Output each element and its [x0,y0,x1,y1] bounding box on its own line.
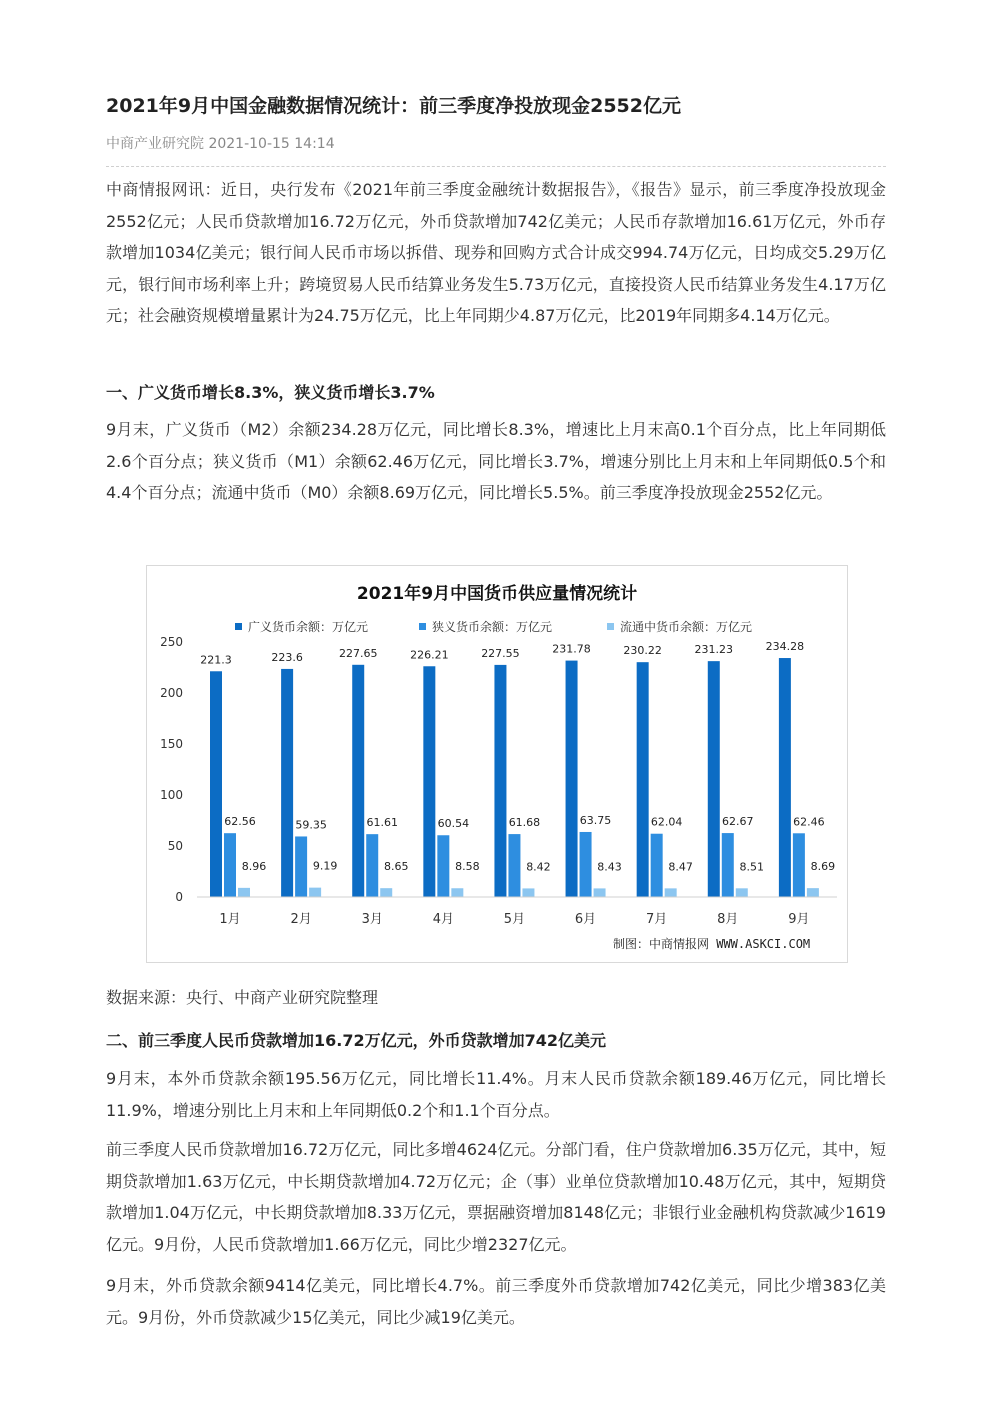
x-axis [197,897,837,927]
legend-swatch [235,623,242,630]
data-label: 61.68 [508,816,541,830]
data-source: 数据来源：央行、中商产业研究院整理 [106,988,379,1007]
x-tick-label: 3月 [361,912,383,927]
bar [437,835,449,897]
intro-paragraph: 中商情报网讯：近日，央行发布《2021年前三季度金融统计数据报告》，《报告》显示，前三季度净投放现金2552亿元；人民币贷款增加16.72万亿元，外币贷款增加742亿美元；人民币存款增加16.61万亿元，外币存款增加1034亿美元；银行间人民币市场以拆借、现券和回购方式合计成交994.74万亿元，日均成交5.29万亿元，银行间市场利率上升；跨境贸易人民币结算业务发生5.73万亿元，直接投资人民币结算业务发生4.17万亿元；社会融资规模增量累计为24.75万亿元，比上年同期少4.87万亿元，比2019年同期多4.14万亿元。 [106,180,886,326]
x-tick-label: 1月 [219,912,241,927]
bar [238,888,250,897]
section1-heading: 一、广义货币增长8.3%，狭义货币增长3.7% [106,383,435,402]
bar [793,833,805,897]
data-label: 63.75 [579,813,612,827]
bar [451,888,463,897]
data-label: 61.61 [366,816,398,830]
data-label: 227.55 [481,646,520,660]
x-tick-label: 5月 [503,912,526,927]
data-label: 9.19 [312,859,338,873]
bar [309,888,321,897]
section1-paragraph: 9月末，广义货币（M2）余额234.28万亿元，同比增长8.3%，增速比上月末高0.1个百分点，比上年同期低2.6个百分点；狭义货币（M1）余额62.46万亿元，同比增长3.7%，增速分别比上月末和上年同期低0.5个和4.4个百分点；流通中货币（M0）余额8.69万亿元，同比增长5.5%。前三季度净投放现金2552亿元。 [106,420,886,503]
x-tick-label: 9月 [788,912,810,927]
chart-title: 2021年9月中国货币供应量情况统计 [356,584,638,604]
bar [665,888,677,897]
data-label: 59.35 [295,818,327,832]
data-label: 227.65 [338,646,378,660]
data-label: 8.42 [526,860,551,874]
bar [722,833,734,897]
bar [779,658,791,897]
section2-paragraph-2: 前三季度人民币贷款增加16.72万亿元，同比多增4624亿元。分部门看，住户贷款增加6.35万亿元，其中，短期贷款增加1.63万亿元，中长期贷款增加4.72万亿元；企（事）业单位贷款增加10.48万亿元，其中，短期贷款增加1.04万亿元，中长期贷款增加8.33万亿元，票据融资增加8148亿元；非银行业金融机构贷款减少1619亿元。9月份，人民币贷款增加1.66万亿元，同比少增2327亿元。 [106,1140,886,1254]
data-label: 8.96 [241,859,267,873]
chart-legend [235,619,752,634]
y-tick-label: 250 [160,635,183,649]
bar [366,834,378,897]
bar [807,888,819,897]
data-label: 234.28 [765,640,805,654]
bar [210,671,222,897]
data-label: 8.65 [383,860,409,874]
y-tick-label: 50 [167,839,183,853]
y-tick-label: 200 [160,686,183,700]
divider [106,166,886,167]
section2-paragraph-1: 9月末，本外币贷款余额195.56万亿元，同比增长11.4%。月末人民币贷款余额189.46万亿元，同比增长11.9%，增速分别比上月末和上年同期低0.2个和1.1个百分点。 [106,1069,886,1120]
bar [352,665,364,897]
y-tick-label: 0 [175,890,183,904]
y-tick-label: 100 [160,788,183,802]
article-title: 2021年9月中国金融数据情况统计：前三季度净投放现金2552亿元 [106,95,681,117]
data-label: 231.23 [694,643,734,657]
bar [580,832,592,897]
money-supply-chart [146,565,848,963]
legend-label: 狭义货币余额：万亿元 [432,620,553,634]
bar [522,888,534,897]
data-label: 60.54 [437,817,470,831]
chart-bars [210,658,819,897]
bar [281,669,293,897]
chart-svg [147,566,847,962]
section2-heading: 二、前三季度人民币贷款增加16.72万亿元，外币贷款增加742亿美元 [106,1031,607,1050]
bar [594,888,606,897]
x-tick-label: 7月 [646,912,668,927]
data-label: 221.3 [200,653,232,667]
x-tick-label: 4月 [432,912,454,927]
bar [736,888,748,897]
bar [494,665,506,897]
bar [508,834,520,897]
bar [637,662,649,897]
legend-swatch [607,623,614,630]
chart-credit: 制图：中商情报网 WWW.ASKCI.COM [613,937,811,951]
bar [708,661,720,897]
data-label: 230.22 [623,644,662,658]
x-tick-label: 2月 [290,912,312,927]
y-tick-label: 150 [160,737,183,751]
data-label: 231.78 [552,642,591,656]
data-label: 8.43 [597,860,622,874]
data-label: 223.6 [271,650,303,664]
bar [295,836,307,897]
data-label: 8.69 [810,860,836,874]
y-axis [160,635,183,904]
article-meta: 中商产业研究院 2021-10-15 14:14 [106,136,335,152]
data-label: 62.67 [722,815,754,829]
bar [651,834,663,897]
legend-swatch [419,623,426,630]
bar [566,661,578,897]
x-tick-label: 8月 [717,912,739,927]
legend-label: 广义货币余额：万亿元 [248,620,369,634]
data-label: 226.21 [410,648,449,662]
bar [380,888,392,897]
x-tick-label: 6月 [574,912,597,927]
bar [423,666,435,897]
data-label: 62.04 [650,815,683,829]
data-label: 8.58 [455,860,480,874]
data-label: 8.51 [739,860,765,874]
section2-paragraph-3: 9月末，外币贷款余额9414亿美元，同比增长4.7%。前三季度外币贷款增加742亿美元，同比少增383亿美元。9月份，外币贷款减少15亿美元，同比少减19亿美元。 [106,1276,886,1327]
legend-label: 流通中货币余额：万亿元 [620,620,753,634]
data-label: 8.47 [668,860,693,874]
bar [224,833,236,897]
data-label: 62.56 [224,815,256,829]
data-label: 62.46 [793,815,825,829]
